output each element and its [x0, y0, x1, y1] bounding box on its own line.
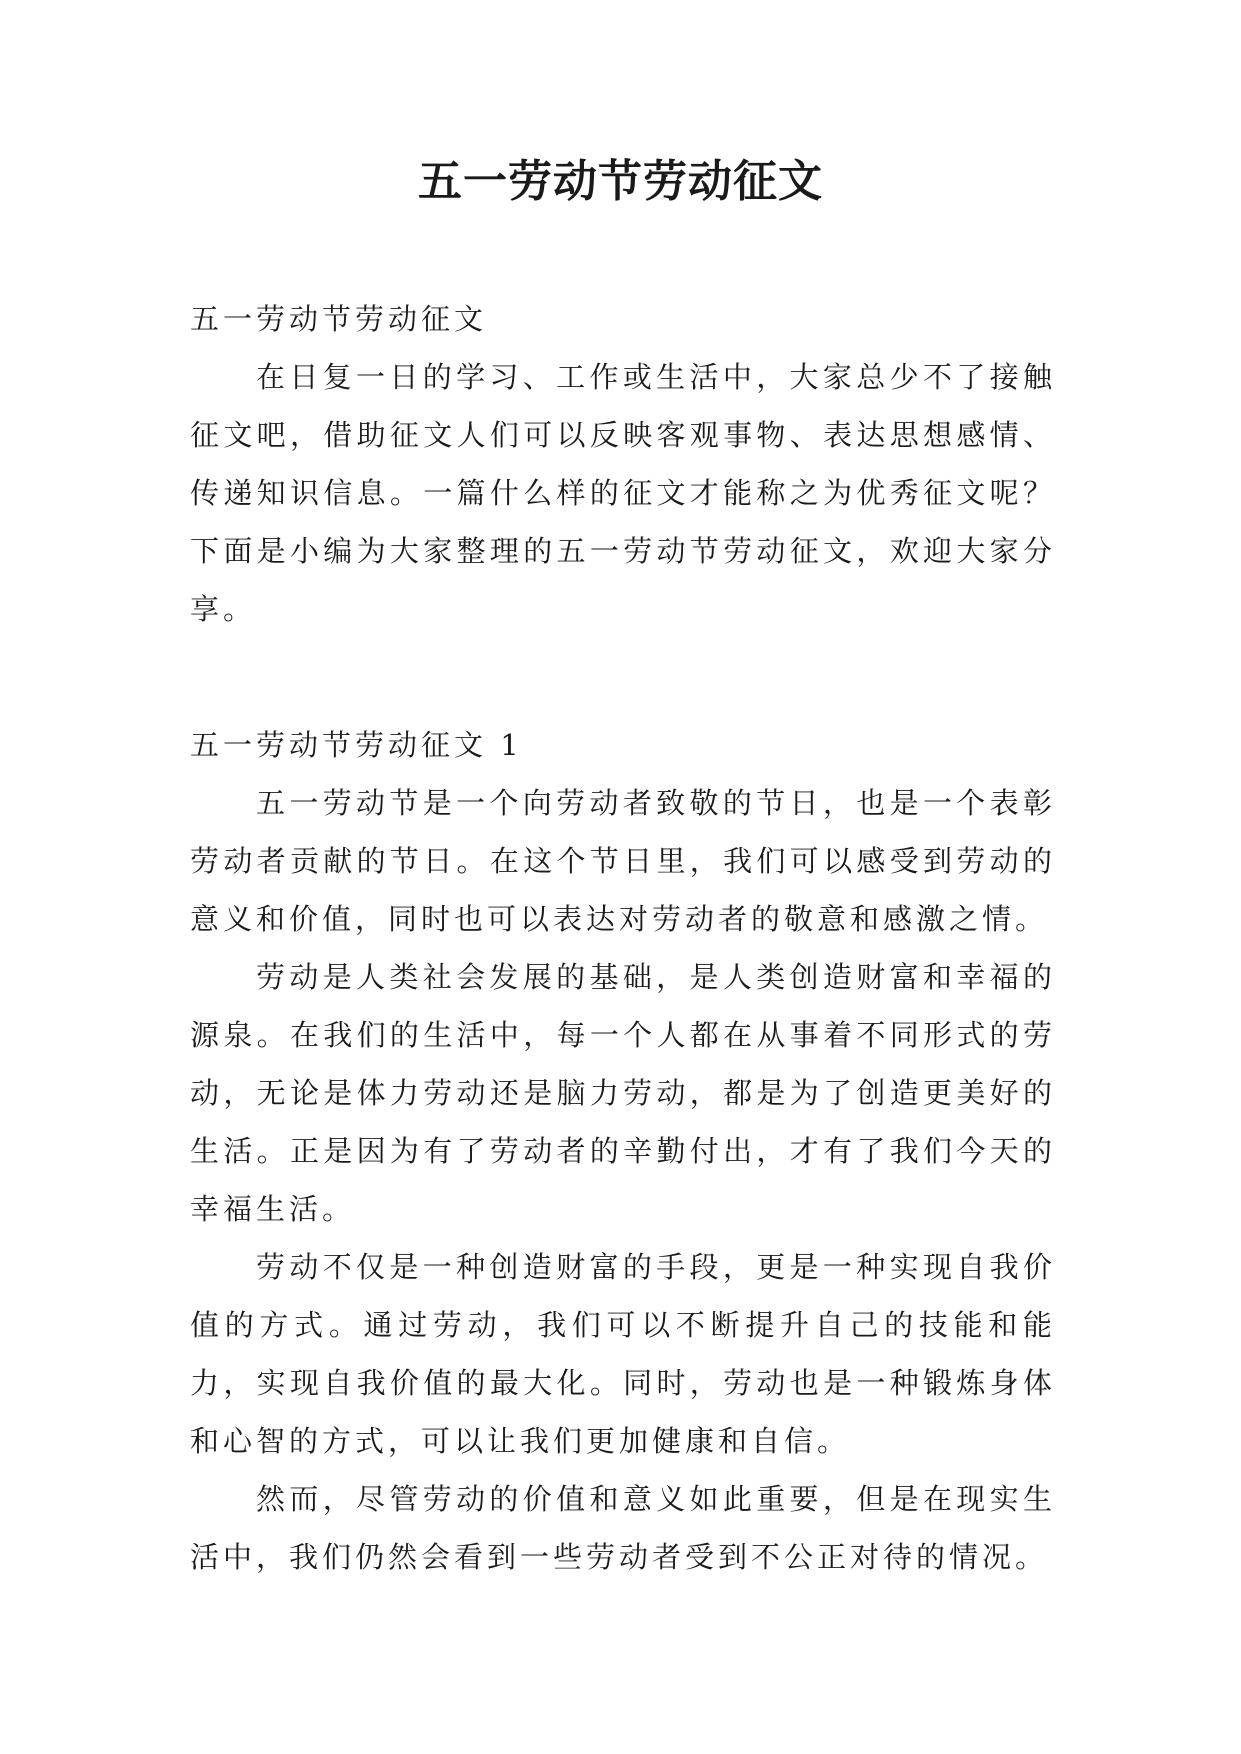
- intro-heading: 五一劳动节劳动征文: [190, 302, 488, 336]
- document-title: 五一劳动节劳动征文: [418, 156, 823, 207]
- section-paragraph-4: 然而，尽管劳动的价值和意义如此重要，但是在现实生活中，我们仍然会看到一些劳动者受到不公正对待的情况。: [190, 1482, 1056, 1574]
- section-spacer: [190, 638, 1056, 716]
- section-paragraph-2: 劳动是人类社会发展的基础，是人类创造财富和幸福的源泉。在我们的生活中，每一个人都在从事着不同形式的劳动，无论是体力劳动还是脑力劳动，都是为了创造更美好的生活。正是因为有了劳动者的辛勤付出，才有了我们今天的幸福生活。: [190, 960, 1056, 1226]
- section-paragraph-3: 劳动不仅是一种创造财富的手段，更是一种实现自我价值的方式。通过劳动，我们可以不断提升自己的技能和能力，实现自我价值的最大化。同时，劳动也是一种锻炼身体和心智的方式，可以让我们更加健康和自信。: [190, 1250, 1056, 1458]
- intro-paragraph: 在日复一日的学习、工作或生活中，大家总少不了接触征文吧，借助征文人们可以反映客观事物、表达思想感情、传递知识信息。一篇什么样的征文才能称之为优秀征文呢？下面是小编为大家整理的五一劳动节劳动征文，欢迎大家分享。: [190, 360, 1056, 626]
- document-body: [190, 290, 1056, 1586]
- section-paragraph-1: 五一劳动节是一个向劳动者致敬的节日，也是一个表彰劳动者贡献的节日。在这个节日里，我们可以感受到劳动的意义和价值，同时也可以表达对劳动者的敬意和感激之情。: [190, 786, 1056, 936]
- section-heading: 五一劳动节劳动征文 1: [190, 728, 523, 762]
